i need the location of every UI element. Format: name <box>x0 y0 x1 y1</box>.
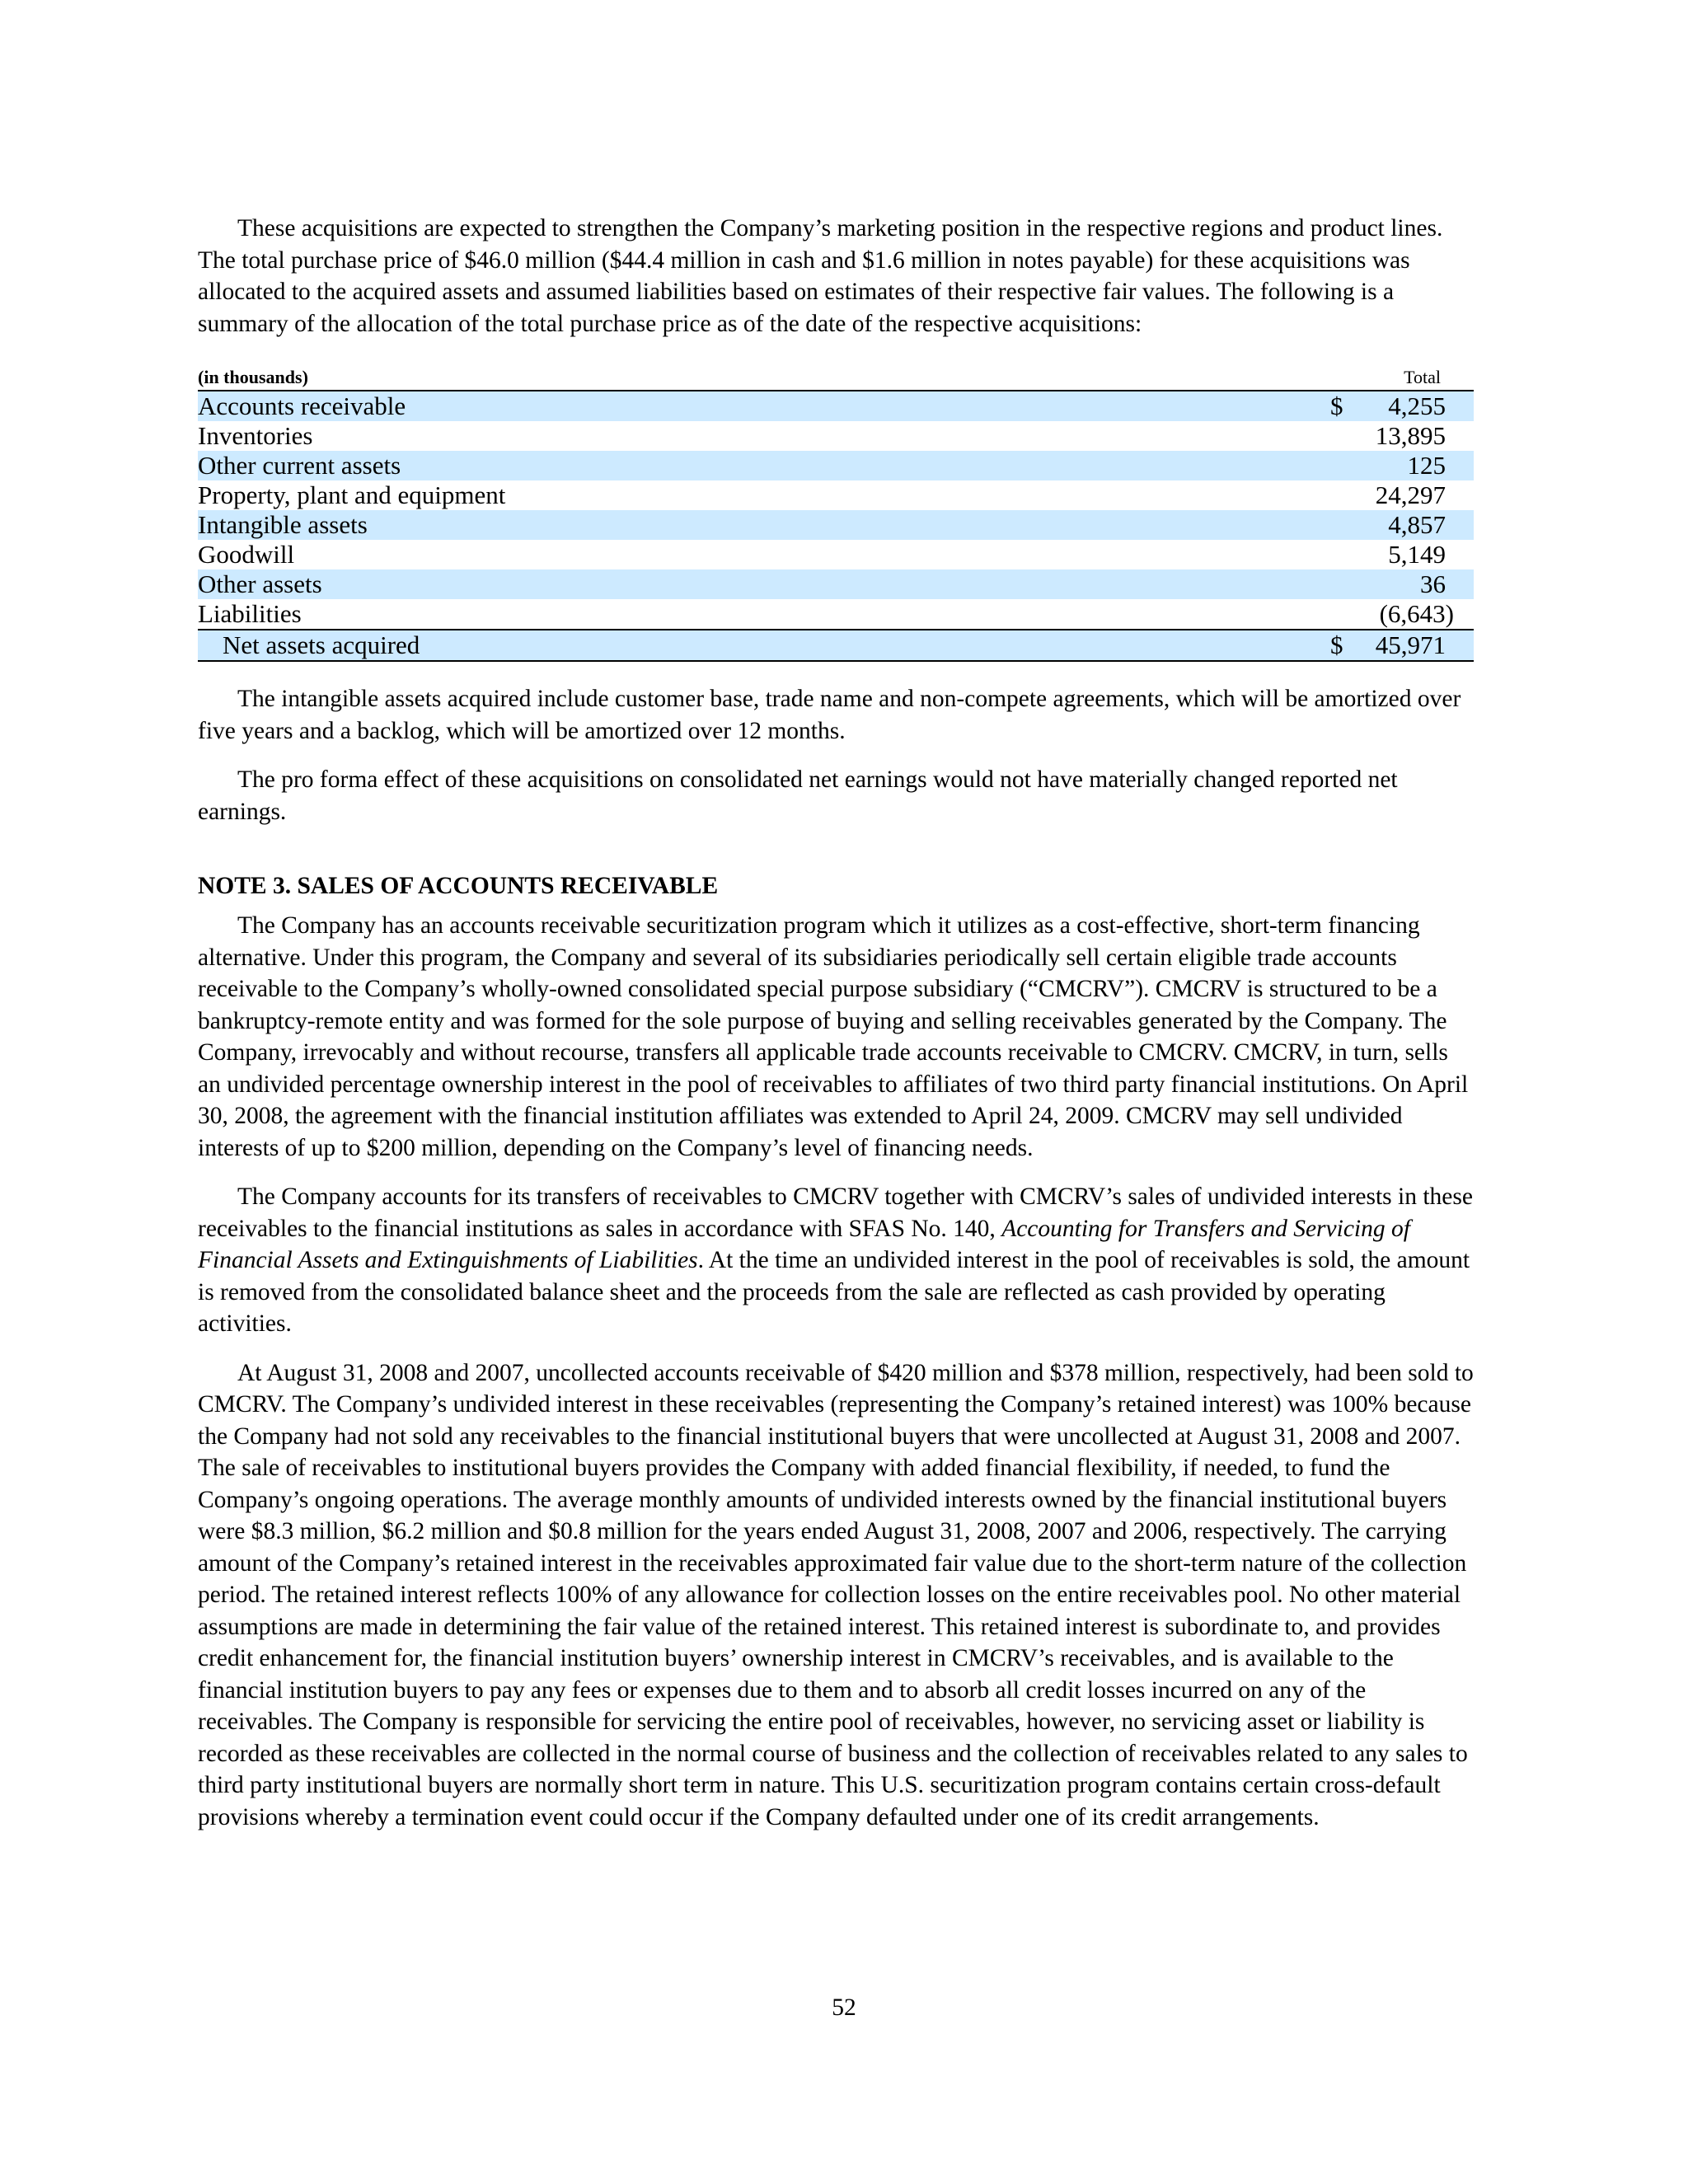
row-label: Intangible assets <box>198 510 1068 540</box>
row-label: Property, plant and equipment <box>198 480 506 509</box>
note3-p2-text-start: The Company accounts for its transfers of receivables to CMCRV together with CMCRV’s sales of undivided interests in these receivables to the financial institutions as sales in accordance with SFAS No. 140, <box>198 1183 1473 1242</box>
row-value: 36 <box>1420 569 1446 598</box>
pro-forma-paragraph: The pro forma effect of these acquisitions on consolidated net earnings would not have materially changed reported net earnings. <box>198 766 1398 825</box>
row-label: Goodwill <box>198 540 295 569</box>
row-value: (6,643) <box>1379 599 1454 628</box>
row-label: Liabilities <box>198 599 1068 630</box>
total-value: 45,971 <box>1375 630 1446 659</box>
table-row <box>198 480 1474 510</box>
intangibles-paragraph: The intangible assets acquired include customer base, trade name and non-compete agreements, which will be amortized over five years and a backlog, which will be amortized over 12 months. <box>198 686 1461 744</box>
table-header-row <box>198 367 1474 391</box>
table-row <box>198 569 1474 599</box>
row-value: 4,255 <box>1388 391 1446 420</box>
row-label: Other current assets <box>198 451 1068 480</box>
table-total-row <box>198 630 1474 661</box>
row-value: 4,857 <box>1388 510 1446 539</box>
row-value: 5,149 <box>1388 540 1446 569</box>
table-row <box>198 421 1474 451</box>
note3-paragraph-3: At August 31, 2008 and 2007, uncollected accounts receivable of $420 million and $378 million, respectively, had been sold to CMCRV. The Company’s undivided interest in these receivables (representing the Company’s retained interest) was 100% because the Company had not sold any receivables to the financial institutional buyers that were uncollected at August 31, 2008 and 2007. The sale of receivables to institutional buyers provides the Company with added financial flexibility, if needed, to fund the Company’s ongoing operations. The average monthly amounts of undivided interests owned by the financial institutional buyers were $8.3 million, $6.2 million and $0.8 million for the years ended August 31, 2008, 2007 and 2006, respectively. The carrying amount of the Company’s retained interest in the receivables approximated fair value due to the short-term nature of the collection period. The retained interest reflects 100% of any allowance for collection losses on the entire receivables pool. No other material assumptions are made in determining the fair value of the retained interest. This retained interest is subordinate to, and provides credit enhancement for, the financial institution buyers’ ownership interest in CMCRV’s receivables, and is available to the financial institution buyers to pay any fees or expenses due to them and to absorb all credit losses incurred on any of the receivables. The Company is responsible for servicing the entire pool of receivables, however, no servicing asset or liability is recorded as these receivables are collected in the normal course of business and the collection of receivables related to any sales to third party institutional buyers are normally short term in nature. This U.S. securitization program contains certain cross-default provisions whereby a termination event could occur if the Company defaulted under one of its credit arrangements. <box>198 1359 1474 1830</box>
document-page <box>198 213 1474 1833</box>
page-number: 52 <box>832 1994 856 2021</box>
dollar-sign: $ <box>1330 391 1343 420</box>
row-label: Other assets <box>198 569 1068 599</box>
table-row <box>198 391 1474 421</box>
row-label: Inventories <box>198 421 313 450</box>
note3-paragraph-1: The Company has an accounts receivable securitization program which it utilizes as a cost-effective, short-term financing alternative. Under this program, the Company and several of its subsidiaries periodically sell certain eligible trade accounts receivable to the Company’s wholly-owned consolidated special purpose subsidiary (“CMCRV”). CMCRV is structured to be a bankruptcy-remote entity and was formed for the sole purpose of buying and selling receivables generated by the Company. The Company, irrevocably and without recourse, transfers all applicable trade accounts receivable to CMCRV. CMCRV, in turn, sells an undivided percentage ownership interest in the pool of receivables to affiliates of two third party financial institutions. On April 30, 2008, the agreement with the financial institution affiliates was extended to April 24, 2009. CMCRV may sell undivided interests of up to $200 million, depending on the Company’s level of financing needs. <box>198 912 1469 1161</box>
intro-paragraph: These acquisitions are expected to strengthen the Company’s marketing position in the respective regions and product lines. The total purchase price of $46.0 million ($44.4 million in cash and $1.6 million in notes payable) for these acquisitions was allocated to the acquired assets and assumed liabilities based on estimates of their respective fair values. The following is a summary of the allocation of the total purchase price as of the date of the respective acquisitions: <box>198 215 1443 337</box>
purchase-price-allocation-table <box>198 367 1474 662</box>
table-header-units: (in thousands) <box>198 367 1068 391</box>
table-header-total: Total <box>1068 367 1474 391</box>
note3-heading: NOTE 3. SALES OF ACCOUNTS RECEIVABLE <box>198 873 719 899</box>
dollar-sign: $ <box>1330 630 1343 659</box>
note3-paragraph-2 <box>198 1181 1474 1340</box>
sfas-140-title: Accounting for Transfers and Servicing of Financial Assets and Extinguishments of Liabilities <box>198 1215 1410 1273</box>
row-value: 13,895 <box>1375 421 1446 450</box>
table-row <box>198 510 1474 540</box>
table-row <box>198 599 1474 630</box>
note3-p2-text-end: . At the time an undivided interest in the pool of receivables is sold, the amount is removed from the consolidated balance sheet and the proceeds from the sale are reflected as cash provided by operating activities. <box>198 1247 1470 1337</box>
row-value: 125 <box>1407 451 1446 480</box>
table-row <box>198 540 1474 569</box>
total-label: Net assets acquired <box>198 630 1068 661</box>
table-row <box>198 451 1474 480</box>
row-label: Accounts receivable <box>198 391 1068 421</box>
row-value: 24,297 <box>1375 480 1446 509</box>
